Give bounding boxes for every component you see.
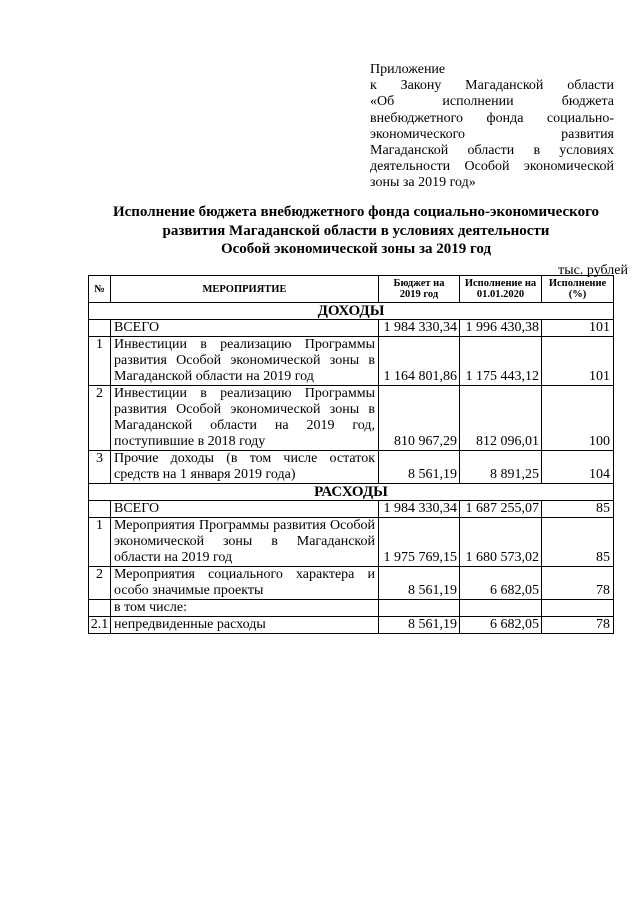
cell-num xyxy=(89,320,111,337)
cell-event: Прочие доходы (в том числе остаток средств на 1 января 2019 года) xyxy=(111,451,379,484)
cell-event: Инвестиции в реализацию Программы развития Особой экономической зоны в Магаданской области на 2019 год, поступившие в 2018 году xyxy=(111,386,379,451)
units-label: тыс. рублей xyxy=(558,263,628,278)
section-title-income: ДОХОДЫ xyxy=(89,303,614,320)
cell-num xyxy=(89,501,111,518)
cell-pct: 104 xyxy=(542,451,614,484)
cell-num xyxy=(89,600,111,617)
appendix-line: деятельности Особой экономической xyxy=(370,159,614,175)
cell-exec: 1 175 443,12 xyxy=(460,337,542,386)
cell-pct: 101 xyxy=(542,320,614,337)
cell-budget: 1 164 801,86 xyxy=(379,337,460,386)
appendix-note xyxy=(370,62,614,192)
header-pct: Исполнение (%) xyxy=(542,276,614,303)
cell-event: ВСЕГО xyxy=(111,320,379,337)
budget-table xyxy=(88,275,614,634)
table-row xyxy=(89,567,614,600)
cell-pct: 85 xyxy=(542,518,614,567)
table-row xyxy=(89,337,614,386)
cell-exec: 8 891,25 xyxy=(460,451,542,484)
cell-event: непредвиденные расходы xyxy=(111,617,379,634)
table-header-row xyxy=(89,276,614,303)
cell-budget: 8 561,19 xyxy=(379,567,460,600)
document-title xyxy=(90,203,622,259)
cell-pct: 85 xyxy=(542,501,614,518)
cell-exec: 6 682,05 xyxy=(460,617,542,634)
cell-exec: 1 680 573,02 xyxy=(460,518,542,567)
cell-event: ВСЕГО xyxy=(111,501,379,518)
cell-exec: 812 096,01 xyxy=(460,386,542,451)
table-row-including xyxy=(89,600,614,617)
cell-exec: 1 687 255,07 xyxy=(460,501,542,518)
appendix-line: к Закону Магаданской области xyxy=(370,78,614,94)
cell-budget xyxy=(379,600,460,617)
table-row xyxy=(89,451,614,484)
title-line: развития Магаданской области в условиях деятельности xyxy=(162,222,550,239)
section-row-expense xyxy=(89,484,614,501)
cell-pct: 101 xyxy=(542,337,614,386)
cell-exec xyxy=(460,600,542,617)
cell-budget: 810 967,29 xyxy=(379,386,460,451)
cell-budget: 8 561,19 xyxy=(379,451,460,484)
cell-budget: 8 561,19 xyxy=(379,617,460,634)
header-exec: Исполнение на 01.01.2020 xyxy=(460,276,542,303)
cell-pct xyxy=(542,600,614,617)
cell-exec: 6 682,05 xyxy=(460,567,542,600)
cell-num: 1 xyxy=(89,337,111,386)
appendix-line: Магаданской области в условиях xyxy=(370,143,614,159)
title-line: Исполнение бюджета внебюджетного фонда социально-экономического xyxy=(112,204,600,220)
cell-num: 2.1 xyxy=(89,617,111,634)
cell-num: 2 xyxy=(89,567,111,600)
cell-num: 2 xyxy=(89,386,111,451)
header-num: № xyxy=(89,276,111,303)
appendix-line: зоны за 2019 год» xyxy=(370,175,476,191)
table-row-expense-total xyxy=(89,501,614,518)
table-row xyxy=(89,386,614,451)
table-row-income-total xyxy=(89,320,614,337)
cell-event: Мероприятия Программы развития Особой экономической зоны в Магаданской области на 2019 год xyxy=(111,518,379,567)
appendix-line: экономического развития xyxy=(370,126,614,142)
cell-exec: 1 996 430,38 xyxy=(460,320,542,337)
cell-pct: 78 xyxy=(542,567,614,600)
section-title-expense: РАСХОДЫ xyxy=(89,484,614,501)
title-line: Особой экономической зоны за 2019 год xyxy=(220,241,492,257)
cell-event: Мероприятия социального характера и особо значимые проекты xyxy=(111,567,379,600)
cell-event: в том числе: xyxy=(111,600,379,617)
cell-num: 3 xyxy=(89,451,111,484)
cell-event: Инвестиции в реализацию Программы развития Особой экономической зоны в Магаданской области на 2019 год xyxy=(111,337,379,386)
appendix-line: «Об исполнении бюджета xyxy=(370,94,614,110)
header-event: МЕРОПРИЯТИЕ xyxy=(111,276,379,303)
cell-pct: 100 xyxy=(542,386,614,451)
table-row xyxy=(89,617,614,634)
cell-pct: 78 xyxy=(542,617,614,634)
cell-budget: 1 984 330,34 xyxy=(379,501,460,518)
section-row-income xyxy=(89,303,614,320)
header-budget: Бюджет на 2019 год xyxy=(379,276,460,303)
appendix-line: внебюджетного фонда социально- xyxy=(370,110,614,126)
table-row xyxy=(89,518,614,567)
cell-budget: 1 975 769,15 xyxy=(379,518,460,567)
appendix-line: Приложение xyxy=(370,62,446,77)
cell-num: 1 xyxy=(89,518,111,567)
cell-budget: 1 984 330,34 xyxy=(379,320,460,337)
